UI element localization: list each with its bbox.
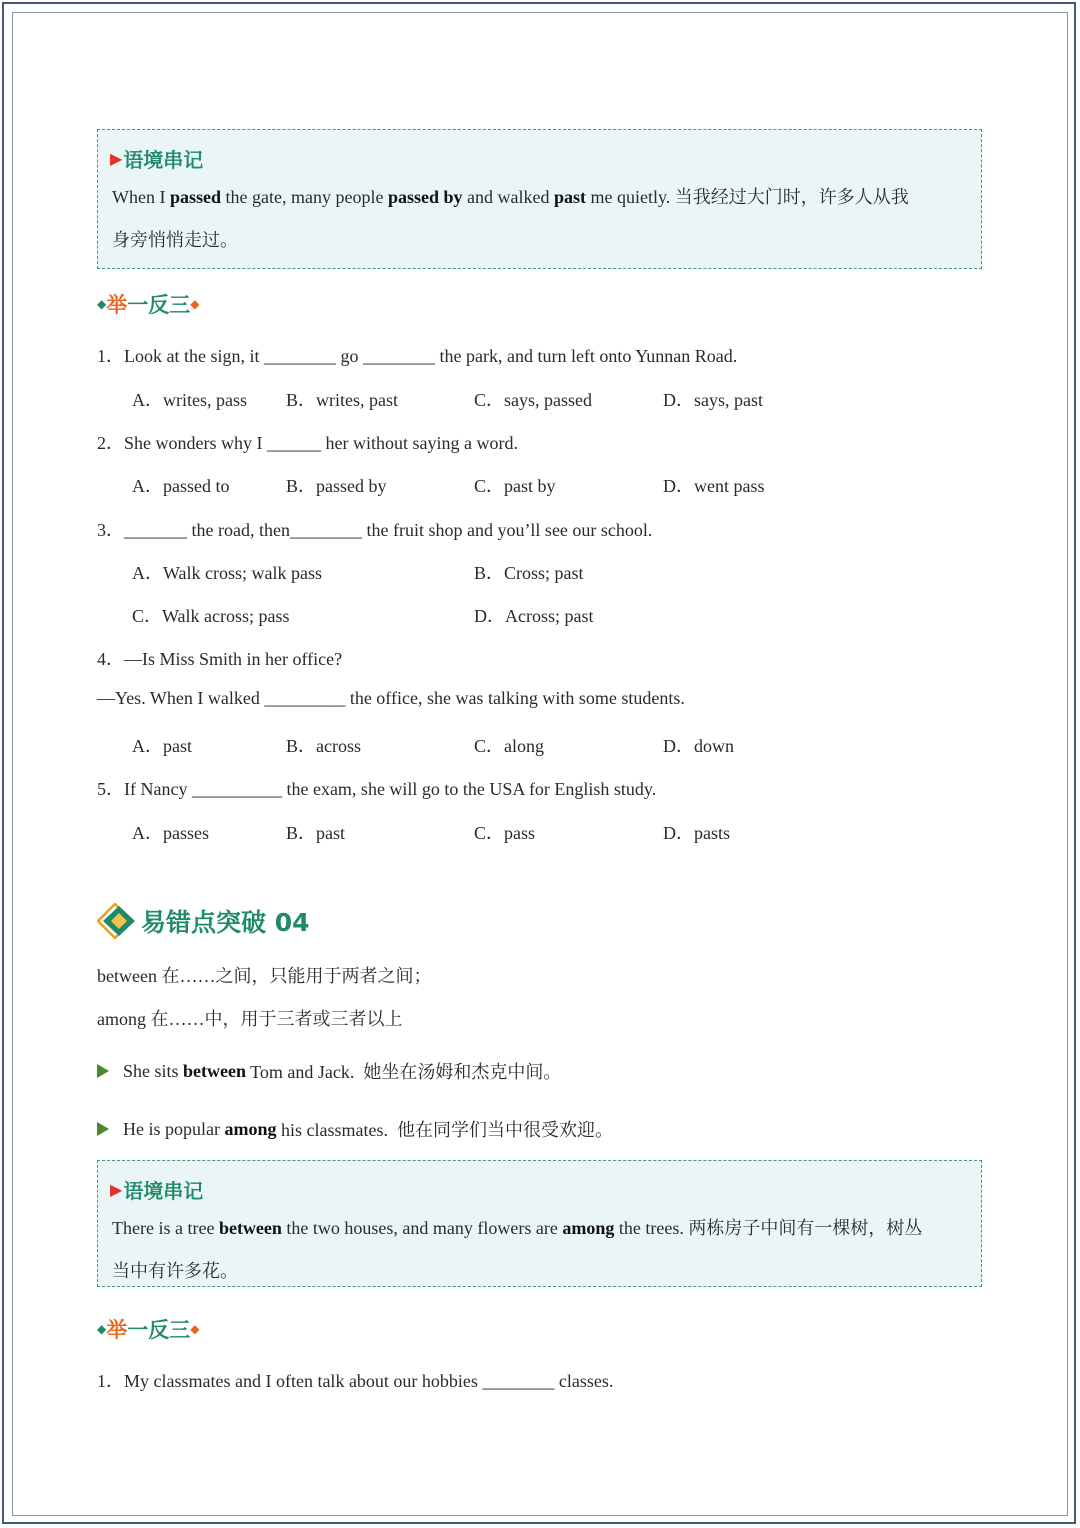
diamond-icon: ◆ (97, 297, 107, 311)
question-3-stem: 3．_______ the road, then________ the fruit shop and you’ll see our school. (97, 520, 653, 540)
q4-option-d: D．down (663, 736, 734, 756)
q5-option-d: D．pasts (663, 823, 730, 843)
question-b1-stem: 1．My classmates and I often talk about our hobbies ________ classes. (97, 1371, 614, 1391)
q3-option-d: D．Across; past (474, 606, 594, 626)
keyword-passed-by: passed by (387, 187, 463, 207)
q1-option-c: C．says, passed (474, 390, 592, 410)
keyword-between: between (183, 1060, 246, 1081)
practice-heading-2: ◆ 举 一反三 ◆ (97, 1318, 200, 1342)
context-box-title (110, 144, 203, 173)
diamond-icon: ◆ (190, 297, 200, 311)
context-box-text (112, 1207, 969, 1293)
question-4-stem: 4．—Is Miss Smith in her office? (97, 649, 343, 669)
context-box-title (110, 1175, 203, 1204)
context-line-1: When I passed the gate, many people passed by and walked past me quietly. 当我经过大门时，许多人从我 (112, 187, 909, 207)
red-triangle-icon: ▶ (110, 149, 123, 168)
example-2: He is popular among his classmates. 他在同学们当中很受欢迎。 (97, 1116, 613, 1142)
keyword-among: among (224, 1118, 277, 1139)
context-box-2 (97, 1160, 982, 1287)
q1-option-d: D．says, past (663, 390, 763, 410)
q5-option-a: A．passes (132, 823, 209, 843)
keyword-passed: passed (169, 187, 222, 207)
red-triangle-icon: ▶ (110, 1180, 123, 1199)
q2-option-b: B．passed by (286, 476, 387, 496)
q3-option-a: A．Walk cross; walk pass (132, 563, 323, 583)
q2-option-c: C．past by (474, 476, 556, 496)
q5-option-c: C．pass (474, 823, 536, 843)
q3-option-b: B．Cross; past (474, 563, 584, 583)
context-box-title-text: 语境串记 (123, 148, 204, 172)
q2-option-a: A．passed to (132, 476, 230, 496)
practice-heading-1: ◆ 举 一反三 ◆ (97, 293, 200, 317)
context-box-1 (97, 129, 982, 269)
q3-option-c: C．Walk across; pass (132, 606, 290, 626)
keyword-between: between (218, 1218, 282, 1238)
context-box-text (112, 176, 969, 262)
section-heading (97, 903, 310, 939)
diamond-icon: ◆ (97, 1322, 107, 1336)
q5-option-b: B．past (286, 823, 346, 843)
diamond-icon: ◆ (190, 1322, 200, 1336)
section-title: 易错点突破 04 (141, 908, 310, 937)
green-arrow-icon (97, 1122, 109, 1136)
keyword-among: among (562, 1218, 615, 1238)
q2-option-d: D．went pass (663, 476, 765, 496)
question-4-stem-2: —Yes. When I walked _________ the office, she was talking with some students. (97, 688, 685, 708)
green-arrow-icon (97, 1064, 109, 1078)
question-5-stem: 5．If Nancy __________ the exam, she will go to the USA for English study. (97, 779, 657, 799)
example-1: She sits between Tom and Jack. 她坐在汤姆和杰克中间。 (97, 1058, 561, 1084)
question-1-stem: 1．Look at the sign, it ________ go ________ the park, and turn left onto Yunnan Road. (97, 346, 738, 366)
q4-option-a: A．past (132, 736, 192, 756)
q4-option-c: C．along (474, 736, 544, 756)
context-line-2: 身旁悄悄走过。 (112, 230, 238, 250)
q1-option-a: A．writes, pass (132, 390, 247, 410)
keyword-past: past (553, 187, 586, 207)
diamond-section-icon (97, 903, 137, 939)
context-line-1: There is a tree between the two houses, and many flowers are among the trees. 两栋房子中间有一棵树，树丛 (112, 1218, 923, 1238)
q1-option-b: B．writes, past (286, 390, 398, 410)
question-2-stem: 2．She wonders why I ______ her without saying a word. (97, 433, 518, 453)
q4-option-b: B．across (286, 736, 361, 756)
note-among: among 在……中，用于三者或三者以上 (97, 1009, 403, 1029)
context-box-title-text: 语境串记 (123, 1179, 204, 1203)
context-line-2: 当中有许多花。 (112, 1261, 238, 1281)
note-between: between 在……之间，只能用于两者之间； (97, 966, 432, 986)
